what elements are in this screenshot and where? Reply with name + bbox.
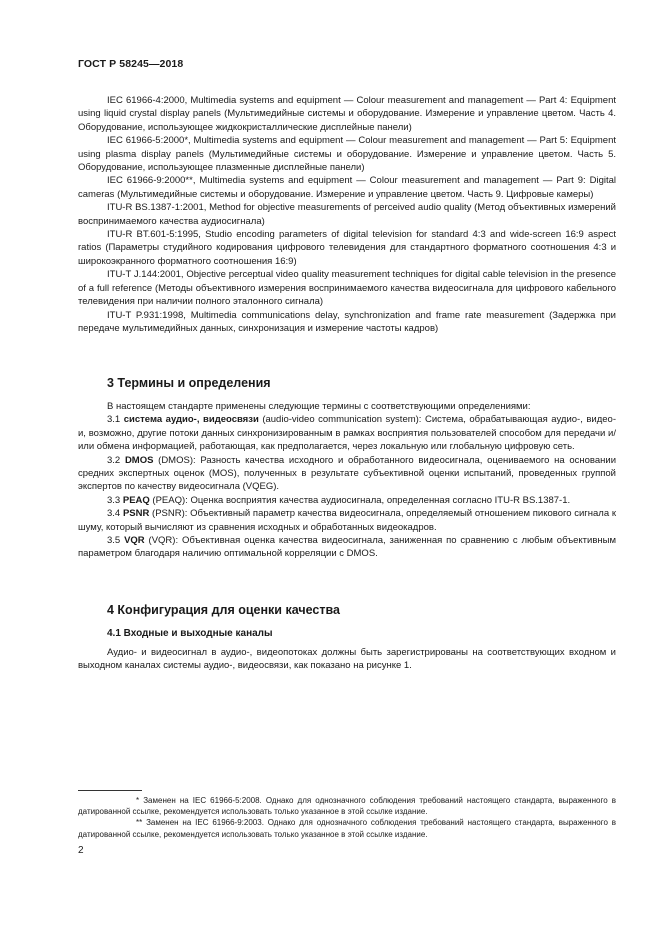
- section-3-body: [78, 400, 616, 561]
- term-definition: [78, 494, 616, 507]
- reference-item: IEC 61966-5:2000*, Multimedia systems and equipment — Colour measurement and management — Part 5: Equipment using plasma display panels (Мультимедийные системы и оборудование. Измерение и управление цветом. Часть 5. Оборудование, использующее плазменные дисплейные панели): [78, 135, 616, 174]
- section-4-heading: 4 Конфигурация для оценки качества: [107, 603, 340, 617]
- term-number: 3.1: [107, 414, 121, 426]
- term-text: (VQR): Объективная оценка качества видеосигнала, заниженная по сравнению с любым объективным параметром благодаря наличию оптимальной корреляции с DMOS.: [78, 535, 616, 560]
- footnotes: [78, 795, 616, 840]
- term-number: 3.5: [107, 535, 121, 547]
- reference-item: ITU-T J.144:2001, Objective perceptual video quality measurement techniques for digital cable television in the presence of a full reference (Методы объективного измерения воспринимаемого качества видеосигнала для цифрового кабельного телевидения при наличии полного эталонного сигнала): [78, 269, 616, 308]
- term-text: (DMOS): Разность качества исходного и обработанного видеосигнала, оцениваемого на основании средних экспертных оценок (MOS), полученных в результате субъективной оценки испытаний, проведенных группой экспертов по качеству видеосигнала (VQEG).: [78, 454, 617, 493]
- reference-item: ITU-R BT.601-5:1995, Studio encoding parameters of digital television for standard 4:3 and wide-screen 16:9 aspect ratios (Параметры студийного кодирования цифрового телевидения для стандартного форматного соотношения 4:3 и широкоэкранного форматного соотношения 16:9): [78, 229, 616, 267]
- standard-header: ГОСТ Р 58245—2018: [78, 58, 184, 70]
- normative-references: [78, 94, 616, 335]
- term-name: PEAQ: [122, 494, 150, 506]
- page-number: 2: [78, 845, 84, 856]
- section-4-paragraph: Аудио- и видеосигнал в аудио-, видеопотоках должны быть зарегистрированы на соответствующих входном и выходном каналах системы аудио-, видеосвязи, как показано на рисунке 1.: [78, 647, 616, 672]
- term-text: (audio-video communication system): Система, обрабатывающая аудио-, видео- и, возможно, другие потоки данных синхронизированным в рамках восприятия пользователей способом для передачи и/или обмена информацией, работающая, как предполагается, через локальную или глобальную цифровую сеть.: [78, 414, 616, 453]
- term-number: 3.4: [107, 508, 121, 520]
- term-definition: [78, 454, 616, 494]
- term-text: (PSNR): Объективный параметр качества видеосигнала, определяемый отношением пикового сигнала к шуму, который вычисляют из сравнения исходных и обработанных видеокадров.: [78, 508, 617, 533]
- footnote: [78, 817, 616, 839]
- term-definition: [78, 507, 616, 534]
- term-definition: [78, 413, 616, 453]
- term-name: DMOS: [124, 454, 154, 466]
- reference-item: IEC 61966-9:2000**, Multimedia systems and equipment — Colour measurement and management — Part 9: Digital cameras (Мультимедийные системы и оборудование. Измерение и управление цветом. Часть 9. Цифровые камеры): [78, 175, 616, 200]
- term-name: система аудио-, видеосвязи: [123, 414, 259, 426]
- section-4-body: [78, 646, 616, 673]
- footnote-divider: [78, 790, 142, 791]
- footnote-text: Заменен на IEC 61966-9:2003. Однако для однозначного соблюдения требований настоящего стандарта, выраженного в датированной ссылке, рекомендуется использовать только указанное в этой ссылке издание.: [78, 818, 616, 839]
- term-text: (PEAQ): Оценка восприятия качества аудиосигнала, определенная согласно ITU-R BS.1387-1.: [149, 494, 571, 506]
- reference-item: IEC 61966-4:2000, Multimedia systems and equipment — Colour measurement and management — Part 4: Equipment using liquid crystal display panels (Мультимедийные системы и оборудование. Измерение и управление цветом. Часть 4. Оборудование, использующее жидкокристаллические дисплейные панели): [78, 95, 616, 133]
- term-definition: [78, 534, 616, 561]
- footnote-text: Заменен на IEC 61966-5:2008. Однако для однозначного соблюдения требований настоящего стандарта, выраженного в датированной ссылке, рекомендуется использовать только указанное в этой ссылке издание.: [78, 796, 616, 817]
- reference-item: ITU-T P.931:1998, Multimedia communications delay, synchronization and frame rate measurement (Задержка при передаче мультимедийных данных, синхронизация и измерение частоты кадров): [78, 309, 616, 334]
- footnote: [78, 795, 616, 817]
- section-3-intro: В настоящем стандарте применены следующие термины с соответствующими определениями:: [107, 401, 531, 412]
- reference-item: ITU-R BS.1387-1:2001, Method for objective measurements of perceived audio quality (Метод объективных измерений воспринимаемого качества аудиосигнала): [78, 202, 616, 227]
- term-name: VQR: [124, 535, 145, 547]
- section-3-heading: 3 Термины и определения: [107, 376, 271, 390]
- term-number: 3.2: [107, 454, 121, 466]
- term-name: PSNR: [122, 508, 150, 520]
- subsection-4-1-heading: 4.1 Входные и выходные каналы: [107, 628, 273, 639]
- term-number: 3.3: [107, 494, 121, 506]
- footnote-mark: *: [136, 796, 140, 805]
- footnote-mark: **: [136, 818, 143, 828]
